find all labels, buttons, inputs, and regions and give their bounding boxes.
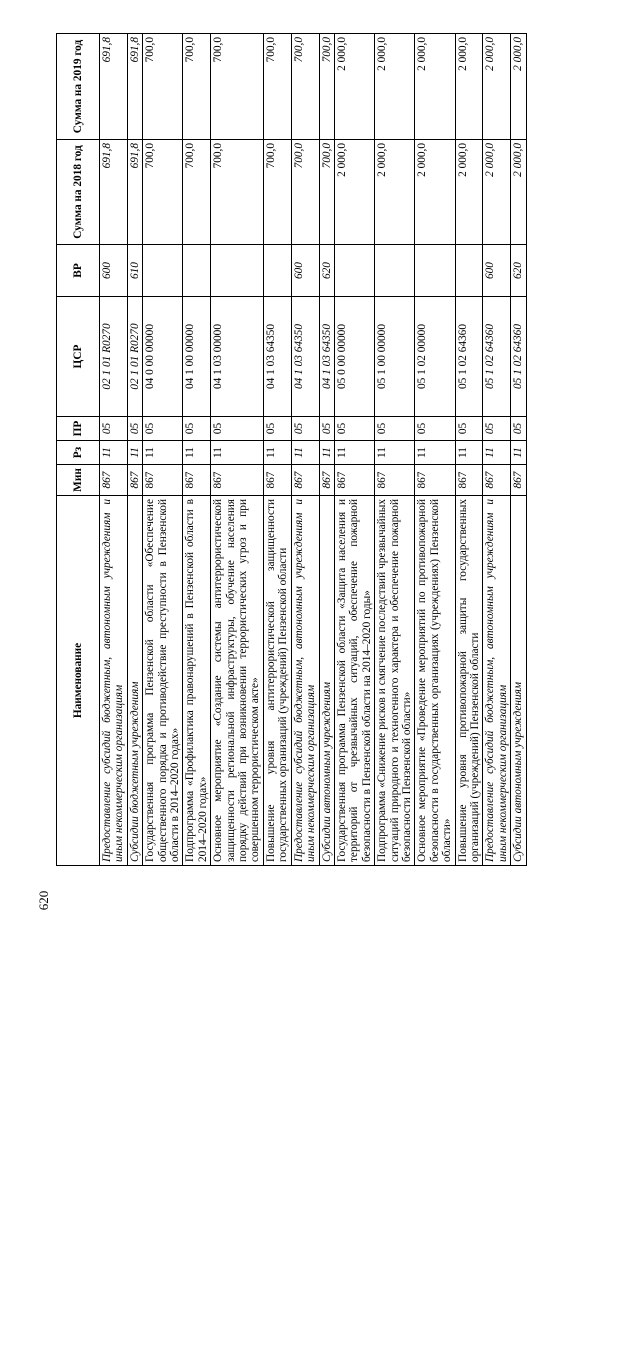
cell-vr [334, 245, 374, 297]
cell-pr: 05 [334, 417, 374, 441]
table-body [100, 34, 527, 866]
header-min: Мин [57, 465, 100, 496]
cell-pr: 05 [415, 417, 455, 441]
cell-min: 867 [291, 465, 319, 496]
cell-pr: 05 [183, 417, 211, 441]
cell-vr [183, 245, 211, 297]
cell-pr: 05 [100, 417, 128, 441]
cell-sum-2018: 2 000,0 [375, 140, 415, 245]
cell-vr [211, 245, 264, 297]
cell-csr: 04 1 03 64350 [263, 297, 291, 417]
table-row [127, 34, 142, 866]
cell-pr: 05 [455, 417, 483, 441]
cell-sum-2018: 700,0 [263, 140, 291, 245]
cell-sum-2019: 700,0 [183, 34, 211, 140]
cell-pr: 05 [291, 417, 319, 441]
cell-vr: 620 [511, 245, 526, 297]
cell-csr: 05 1 02 64360 [455, 297, 483, 417]
cell-sum-2019: 2 000,0 [483, 34, 511, 140]
cell-name: Предоставление субсидий бюджетным, автономным учреждениям и иным некоммерческим организациям [100, 496, 128, 866]
cell-vr: 600 [291, 245, 319, 297]
cell-csr: 05 1 02 00000 [415, 297, 455, 417]
cell-min: 867 [127, 465, 142, 496]
cell-sum-2019: 700,0 [211, 34, 264, 140]
table-row [334, 34, 374, 866]
cell-name: Повышение уровня противопожарной защиты государственных организаций (учреждений) Пензенской области [455, 496, 483, 866]
cell-min: 867 [319, 465, 334, 496]
cell-sum-2018: 691,8 [100, 140, 128, 245]
cell-csr: 05 1 02 64360 [483, 297, 511, 417]
page-number: 620 [36, 890, 51, 911]
cell-sum-2019: 2 000,0 [334, 34, 374, 140]
cell-pr: 05 [263, 417, 291, 441]
cell-sum-2019: 700,0 [143, 34, 183, 140]
cell-min: 867 [143, 465, 183, 496]
table-row [100, 34, 128, 866]
cell-min: 867 [100, 465, 128, 496]
header-sum-2018: Сумма на 2018 год [57, 140, 100, 245]
budget-table-container [56, 34, 552, 866]
cell-name: Основное мероприятие «Создание системы антитеррористической защищенности региональной инфраструктуры, обучение населения порядку действий при возникновении террористических угроз и при совершенном террористическом акте» [211, 496, 264, 866]
cell-sum-2018: 2 000,0 [483, 140, 511, 245]
cell-csr: 05 1 02 64360 [511, 297, 526, 417]
cell-name: Подпрограмма «Профилактика правонарушений в Пензенской области в 2014–2020 годах» [183, 496, 211, 866]
cell-sum-2018: 2 000,0 [511, 140, 526, 245]
cell-rz: 11 [143, 441, 183, 465]
cell-min: 867 [375, 465, 415, 496]
cell-name: Государственная программа Пензенской области «Защита населения и территорий от чрезвычайных ситуаций, обеспечение пожарной безопасности в Пензенской области на 2014–2020 годы» [334, 496, 374, 866]
cell-sum-2019: 2 000,0 [415, 34, 455, 140]
cell-name: Основное мероприятие «Проведение мероприятий по противопожарной безопасности в государственных организациях (учреждениях) Пензенской области» [415, 496, 455, 866]
cell-sum-2018: 700,0 [291, 140, 319, 245]
cell-pr: 05 [127, 417, 142, 441]
cell-csr: 04 1 03 64350 [319, 297, 334, 417]
cell-csr: 04 0 00 00000 [143, 297, 183, 417]
cell-min: 867 [183, 465, 211, 496]
cell-sum-2018: 700,0 [211, 140, 264, 245]
cell-csr: 04 1 00 00000 [183, 297, 211, 417]
cell-pr: 05 [375, 417, 415, 441]
cell-rz: 11 [127, 441, 142, 465]
cell-rz: 11 [263, 441, 291, 465]
cell-csr: 04 1 03 00000 [211, 297, 264, 417]
cell-sum-2018: 2 000,0 [455, 140, 483, 245]
cell-name: Предоставление субсидий бюджетным, автономным учреждениям и иным некоммерческим организациям [291, 496, 319, 866]
cell-pr: 05 [143, 417, 183, 441]
cell-csr: 05 0 00 00000 [334, 297, 374, 417]
cell-rz: 11 [334, 441, 374, 465]
cell-vr: 610 [127, 245, 142, 297]
cell-sum-2019: 2 000,0 [511, 34, 526, 140]
cell-sum-2018: 700,0 [143, 140, 183, 245]
cell-vr [143, 245, 183, 297]
cell-name: Подпрограмма «Снижение рисков и смягчение последствий чрезвычайных ситуаций природного и техногенного характера и обеспечение пожарной безопасности Пензенской области» [375, 496, 415, 866]
cell-vr [455, 245, 483, 297]
cell-sum-2019: 691,8 [100, 34, 128, 140]
cell-pr: 05 [511, 417, 526, 441]
cell-rz: 11 [211, 441, 264, 465]
table-row [291, 34, 319, 866]
cell-name: Предоставление субсидий бюджетным, автономным учреждениям и иным некоммерческим организациям [483, 496, 511, 866]
cell-min: 867 [511, 465, 526, 496]
cell-rz: 11 [455, 441, 483, 465]
cell-sum-2019: 2 000,0 [455, 34, 483, 140]
header-name: Наименование [57, 496, 100, 866]
table-row [511, 34, 526, 866]
header-pr: ПР [57, 417, 100, 441]
table-row [455, 34, 483, 866]
header-rz: Рз [57, 441, 100, 465]
table-row [375, 34, 415, 866]
table-header-row [57, 34, 100, 866]
cell-csr: 02 1 01 R0270 [100, 297, 128, 417]
cell-csr: 04 1 03 64350 [291, 297, 319, 417]
cell-min: 867 [263, 465, 291, 496]
cell-min: 867 [483, 465, 511, 496]
cell-rz: 11 [183, 441, 211, 465]
cell-name: Субсидии бюджетным учреждениям [127, 496, 142, 866]
cell-name: Повышение уровня антитеррористической защищенности государственных организаций (учреждений) Пензенской области [263, 496, 291, 866]
cell-rz: 11 [483, 441, 511, 465]
table-row [263, 34, 291, 866]
cell-sum-2019: 2 000,0 [375, 34, 415, 140]
table-row [143, 34, 183, 866]
cell-sum-2018: 700,0 [183, 140, 211, 245]
table-row [319, 34, 334, 866]
cell-sum-2018: 691,8 [127, 140, 142, 245]
cell-pr: 05 [319, 417, 334, 441]
cell-name: Субсидии автономным учреждениям [319, 496, 334, 866]
cell-rz: 11 [511, 441, 526, 465]
cell-sum-2018: 2 000,0 [334, 140, 374, 245]
table-row [183, 34, 211, 866]
cell-vr [375, 245, 415, 297]
cell-vr [263, 245, 291, 297]
cell-vr: 600 [483, 245, 511, 297]
cell-csr: 05 1 00 00000 [375, 297, 415, 417]
cell-csr: 02 1 01 R0270 [127, 297, 142, 417]
cell-rz: 11 [415, 441, 455, 465]
cell-rz: 11 [100, 441, 128, 465]
cell-min: 867 [415, 465, 455, 496]
cell-name: Субсидии автономным учреждениям [511, 496, 526, 866]
cell-rz: 11 [375, 441, 415, 465]
budget-table [56, 33, 527, 866]
header-sum-2019: Сумма на 2019 год [57, 34, 100, 140]
cell-pr: 05 [211, 417, 264, 441]
table-row [211, 34, 264, 866]
cell-vr [415, 245, 455, 297]
cell-sum-2019: 700,0 [319, 34, 334, 140]
cell-name: Государственная программа Пензенской области «Обеспечение общественного порядка и противодействие преступности в Пензенской области в 2014–2020 годах» [143, 496, 183, 866]
table-row [415, 34, 455, 866]
cell-sum-2018: 2 000,0 [415, 140, 455, 245]
cell-rz: 11 [319, 441, 334, 465]
cell-vr: 600 [100, 245, 128, 297]
header-csr: ЦСР [57, 297, 100, 417]
cell-rz: 11 [291, 441, 319, 465]
cell-sum-2019: 700,0 [263, 34, 291, 140]
cell-sum-2019: 691,8 [127, 34, 142, 140]
cell-vr: 620 [319, 245, 334, 297]
cell-pr: 05 [483, 417, 511, 441]
cell-min: 867 [455, 465, 483, 496]
header-vr: ВР [57, 245, 100, 297]
cell-min: 867 [334, 465, 374, 496]
table-row [483, 34, 511, 866]
cell-sum-2018: 700,0 [319, 140, 334, 245]
cell-min: 867 [211, 465, 264, 496]
cell-sum-2019: 700,0 [291, 34, 319, 140]
